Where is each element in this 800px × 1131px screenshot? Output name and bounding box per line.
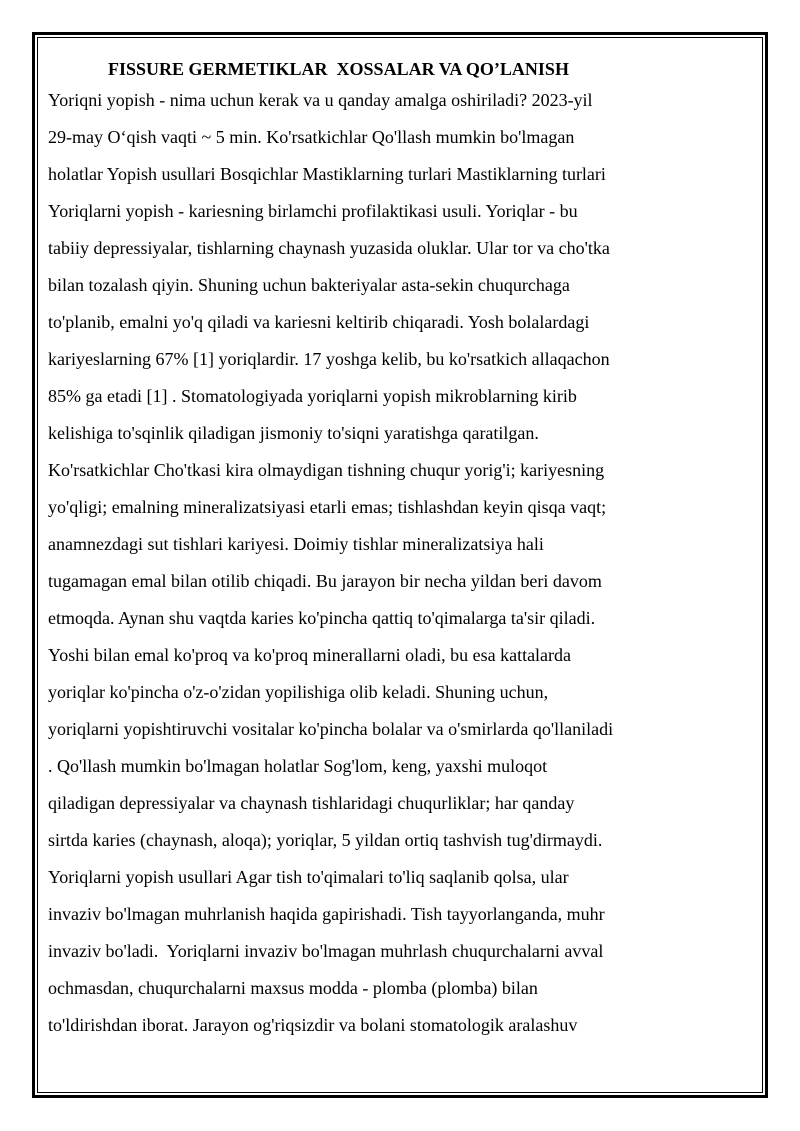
body-line: qiladigan depressiyalar va chaynash tishlaridagi chuqurliklar; har qanday — [48, 793, 575, 813]
body-line: ochmasdan, chuqurchalarni maxsus modda - plomba (plomba) bilan — [48, 978, 538, 998]
body-line: invaziv bo'ladi. Yoriqlarni invaziv bo'lmagan muhrlash chuqurchalarni avval — [48, 941, 604, 961]
body-line: bilan tozalash qiyin. Shuning uchun bakteriyalar asta-sekin chuqurchaga — [48, 275, 570, 295]
body-line: tabiiy depressiyalar, tishlarning chaynash yuzasida oluklar. Ular tor va cho'tka — [48, 238, 610, 258]
body-line: Yoshi bilan emal ko'proq va ko'proq minerallarni oladi, bu esa kattalarda — [48, 645, 572, 665]
body-line: Yoriqni yopish - nima uchun kerak va u qanday amalga oshiriladi? 2023-yil — [48, 90, 593, 110]
body-line: to'planib, emalni yo'q qiladi va kariesni keltirib chiqaradi. Yosh bolalardagi — [48, 312, 590, 332]
body-line: holatlar Yopish usullari Bosqichlar Mastiklarning turlari Mastiklarning turlari — [48, 164, 606, 184]
body-line: Yoriqlarni yopish usullari Agar tish to'qimalari to'liq saqlanib qolsa, ular — [48, 867, 569, 887]
body-line: Yoriqlarni yopish - kariesning birlamchi profilaktikasi usuli. Yoriqlar - bu — [48, 201, 578, 221]
body-line: Ko'rsatkichlar Cho'tkasi kira olmaydigan tishning chuqur yorig'i; kariyesning — [48, 460, 605, 480]
body-line: yoriqlar ko'pincha o'z-o'zidan yopilishiga olib keladi. Shuning uchun, — [48, 682, 549, 702]
body-line: etmoqda. Aynan shu vaqtda karies ko'pincha qattiq to'qimalarga ta'sir qiladi. — [48, 608, 596, 628]
document-body — [48, 82, 738, 1044]
body-line: invaziv bo'lmagan muhrlanish haqida gapirishadi. Tish tayyorlanganda, muhr — [48, 904, 605, 924]
body-line: tugamagan emal bilan otilib chiqadi. Bu jarayon bir necha yildan beri davom — [48, 571, 602, 591]
body-line: kelishiga to'sqinlik qiladigan jismoniy to'siqni yaratishga qaratilgan. — [48, 423, 539, 443]
body-line: . Qo'llash mumkin bo'lmagan holatlar Sog'lom, keng, yaxshi muloqot — [48, 756, 548, 776]
body-line: yoriqlarni yopishtiruvchi vositalar ko'pincha bolalar va o'smirlarda qo'llaniladi — [48, 719, 614, 739]
body-line: anamnezdagi sut tishlari kariyesi. Doimiy tishlar mineralizatsiya hali — [48, 534, 544, 554]
body-line: yo'qligi; emalning mineralizatsiyasi etarli emas; tishlashdan keyin qisqa vaqt; — [48, 497, 607, 517]
document-title: FISSURE GERMETIKLAR XOSSALAR VA QO’LANISH — [108, 59, 569, 79]
body-line: to'ldirishdan iborat. Jarayon og'riqsizdir va bolani stomatologik aralashuv — [48, 1015, 578, 1035]
body-line: 29-may O‘qish vaqti ~ 5 min. Ko'rsatkichlar Qo'llash mumkin bo'lmagan — [48, 127, 575, 147]
body-line: kariyeslarning 67% [1] yoriqlardir. 17 yoshga kelib, bu ko'rsatkich allaqachon — [48, 349, 610, 369]
body-line: sirtda karies (chaynash, aloqa); yoriqlar, 5 yildan ortiq tashvish tug'dirmaydi. — [48, 830, 603, 850]
body-line: 85% ga etadi [1] . Stomatologiyada yoriqlarni yopish mikroblarning kirib — [48, 386, 577, 406]
document-content — [48, 56, 738, 1044]
